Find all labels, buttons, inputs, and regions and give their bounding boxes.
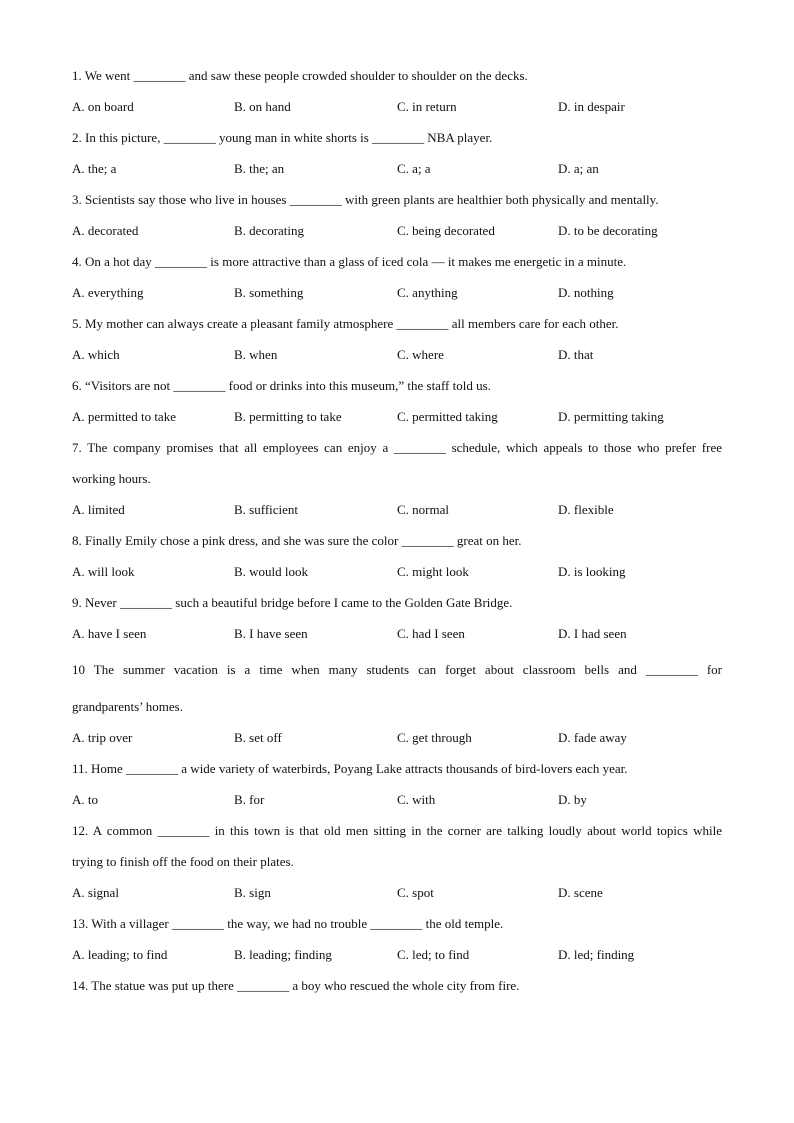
options-12 — [72, 877, 722, 908]
option-c: C. with — [397, 792, 436, 807]
options-9 — [72, 618, 722, 649]
option-d: D. to be decorating — [558, 223, 658, 238]
option-a: A. the; a — [72, 161, 117, 176]
option-d: D. permitting taking — [558, 409, 664, 424]
option-a: A. on board — [72, 99, 134, 114]
option-c: C. might look — [397, 564, 469, 579]
option-d: D. scene — [558, 885, 603, 900]
option-b: B. decorating — [234, 223, 305, 238]
question-7-continuation: working hours. — [72, 471, 151, 486]
option-c: C. a; a — [397, 161, 431, 176]
options-1 — [72, 91, 722, 122]
option-d: D. fade away — [558, 730, 627, 745]
option-d: D. I had seen — [558, 626, 627, 641]
question-5: 5. My mother can always create a pleasant family atmosphere ________ all members care for each other. — [72, 316, 619, 331]
option-a: A. trip over — [72, 730, 133, 745]
option-d: D. that — [558, 347, 594, 362]
option-c: C. spot — [397, 885, 434, 900]
option-d: D. led; finding — [558, 947, 635, 962]
option-a: A. which — [72, 347, 120, 362]
option-c: C. normal — [397, 502, 449, 517]
option-a: A. everything — [72, 285, 144, 300]
question-4: 4. On a hot day ________ is more attractive than a glass of iced cola — it makes me energetic in a minute. — [72, 254, 627, 269]
option-a: A. signal — [72, 885, 119, 900]
options-4 — [72, 277, 722, 308]
question-12-continuation: trying to finish off the food on their plates. — [72, 854, 294, 869]
question-8: 8. Finally Emily chose a pink dress, and she was sure the color ________ great on her. — [72, 533, 522, 548]
options-3 — [72, 215, 722, 246]
option-b: B. on hand — [234, 99, 291, 114]
question-11: 11. Home ________ a wide variety of waterbirds, Poyang Lake attracts thousands of bird-lovers each year. — [72, 761, 628, 776]
question-1: 1. We went ________ and saw these people crowded shoulder to shoulder on the decks. — [72, 68, 528, 83]
options-7 — [72, 494, 722, 525]
option-a: A. leading; to find — [72, 947, 168, 962]
option-c: C. led; to find — [397, 947, 470, 962]
option-a: A. permitted to take — [72, 409, 176, 424]
option-d: D. by — [558, 792, 587, 807]
option-c: C. had I seen — [397, 626, 465, 641]
option-d: D. flexible — [558, 502, 614, 517]
option-b: B. I have seen — [234, 626, 308, 641]
question-10-continuation: grandparents’ homes. — [72, 699, 183, 714]
options-2 — [72, 153, 722, 184]
question-2: 2. In this picture, ________ young man in white shorts is ________ NBA player. — [72, 130, 493, 145]
options-5 — [72, 339, 722, 370]
option-b: B. set off — [234, 730, 282, 745]
option-b: B. leading; finding — [234, 947, 332, 962]
option-a: A. have I seen — [72, 626, 147, 641]
option-b: B. permitting to take — [234, 409, 342, 424]
question-10: 10 The summer vacation is a time when many students can forget about classroom bells and ________ for — [72, 662, 722, 677]
option-a: A. decorated — [72, 223, 139, 238]
question-3: 3. Scientists say those who live in houses ________ with green plants are healthier both physically and mentally. — [72, 192, 659, 207]
exam-page — [72, 60, 722, 1001]
options-8 — [72, 556, 722, 587]
option-b: B. when — [234, 347, 278, 362]
option-b: B. sufficient — [234, 502, 299, 517]
option-b: B. sign — [234, 885, 271, 900]
option-c: C. permitted taking — [397, 409, 498, 424]
question-9: 9. Never ________ such a beautiful bridge before I came to the Golden Gate Bridge. — [72, 595, 513, 610]
option-d: D. is looking — [558, 564, 626, 579]
option-b: B. the; an — [234, 161, 285, 176]
option-b: B. would look — [234, 564, 309, 579]
options-11 — [72, 784, 722, 815]
option-c: C. where — [397, 347, 444, 362]
option-c: C. anything — [397, 285, 458, 300]
option-a: A. limited — [72, 502, 125, 517]
option-b: B. something — [234, 285, 304, 300]
option-c: C. being decorated — [397, 223, 495, 238]
option-b: B. for — [234, 792, 265, 807]
question-14: 14. The statue was put up there ________ a boy who rescued the whole city from fire. — [72, 978, 520, 993]
question-6: 6. “Visitors are not ________ food or drinks into this museum,” the staff told us. — [72, 378, 491, 393]
option-c: C. get through — [397, 730, 472, 745]
options-13 — [72, 939, 722, 970]
question-13: 13. With a villager ________ the way, we had no trouble ________ the old temple. — [72, 916, 504, 931]
options-10 — [72, 722, 722, 753]
option-d: D. in despair — [558, 99, 625, 114]
option-d: D. a; an — [558, 161, 599, 176]
question-7: 7. The company promises that all employees can enjoy a ________ schedule, which appeals to those who prefer free — [72, 440, 722, 455]
option-c: C. in return — [397, 99, 457, 114]
option-a: A. will look — [72, 564, 135, 579]
question-12: 12. A common ________ in this town is that old men sitting in the corner are talking loudly about world topics while — [72, 823, 722, 838]
option-d: D. nothing — [558, 285, 614, 300]
option-a: A. to — [72, 792, 98, 807]
options-6 — [72, 401, 722, 432]
